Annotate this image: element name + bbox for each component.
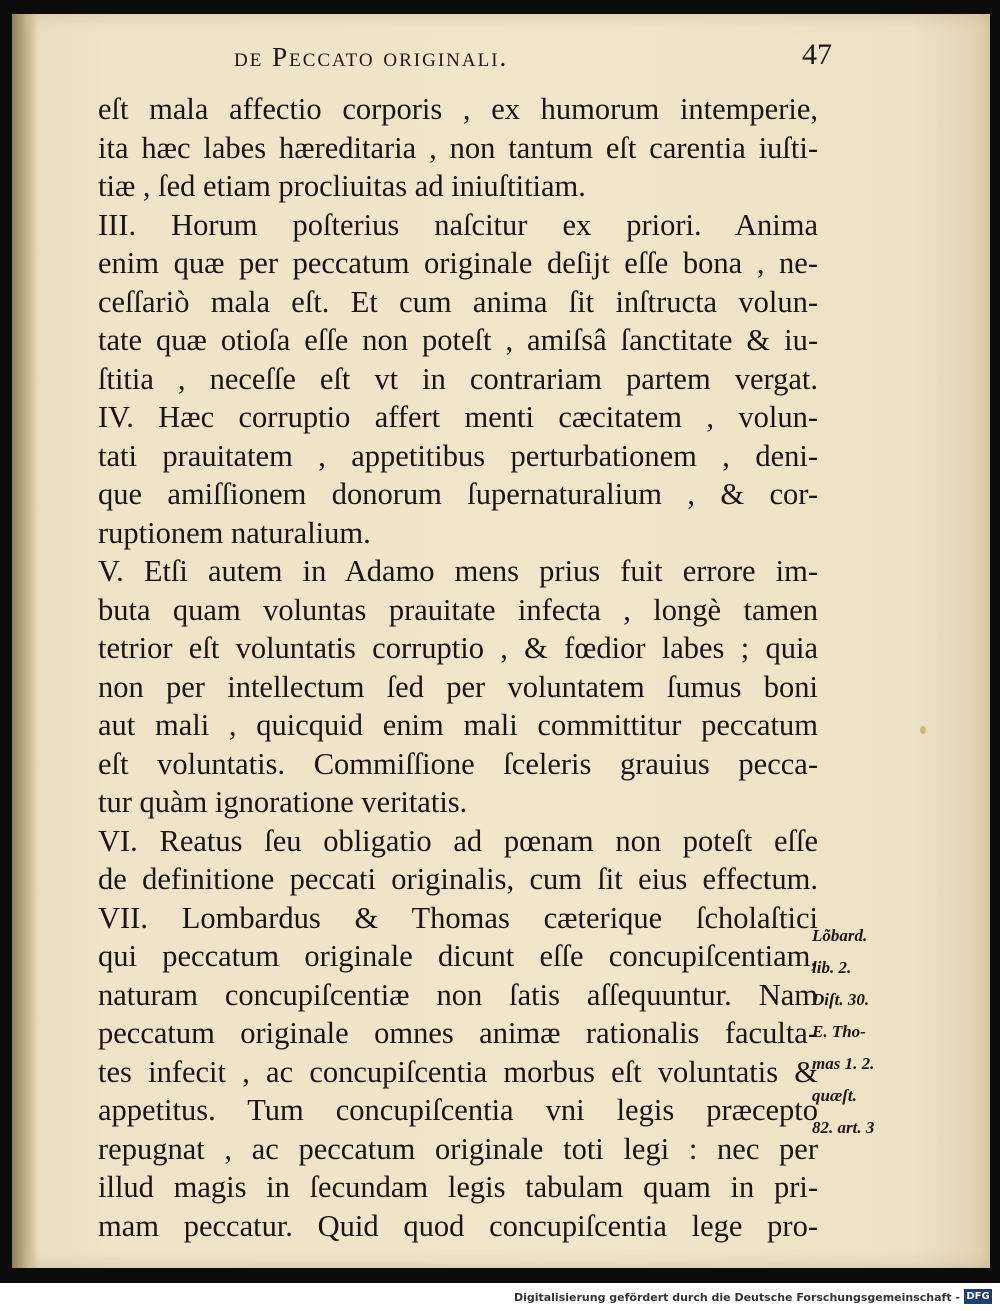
text-line: ita hæc labes hæreditaria , non tantum eſt carentia iuſti- (98, 130, 818, 165)
text-line: tati prauitatem , appetitibus perturbationem , deni- (98, 438, 818, 473)
text-line: repugnat , ac peccatum originale toti legi : nec per (98, 1131, 818, 1166)
funding-credit: Digitalisierung gefördert durch die Deutsche Forschungsgemeinschaft - (513, 1291, 960, 1304)
text-line: ceſſariò mala eſt. Et cum anima ſit inſtructa volun- (98, 284, 818, 319)
text-line: ruptionem naturalium. (98, 515, 371, 550)
text-line: tetrior eſt voluntatis corruptio , & fœdior labes ; quia (98, 631, 818, 665)
marginal-note-line: quæſt. (812, 1086, 857, 1105)
text-line: que amiſſionem donorum ſupernaturalium , & cor- (98, 477, 818, 511)
text-line: de definitione peccati originalis, cum ſit eius effectum. (98, 862, 818, 896)
text-line: buta quam voluntas prauitate infecta , longè tamen (98, 592, 818, 627)
text-line: eſt mala affectio corporis , ex humorum intemperie, (98, 92, 818, 126)
text-line: non per intellectum ſed per voluntatem ſumus boni (98, 669, 818, 704)
text-line: tes infecit , ac concupiſcentia morbus eſt voluntatis & (98, 1054, 818, 1089)
text-line: naturam concupiſcentiæ non ſatis aſſequuntur. Nam (98, 977, 818, 1012)
dfg-logo: DFG (964, 1289, 992, 1304)
paper-stain (920, 726, 926, 734)
text-line: VII. Lombardus & Thomas cæterique ſcholaſtici (98, 900, 818, 935)
running-title: de Peccato originali. (234, 42, 509, 72)
text-line: eſt voluntatis. Commiſſione ſceleris grauius pecca- (98, 746, 818, 781)
text-line: mam peccatur. Quid quod concupiſcentia lege pro- (98, 1208, 818, 1243)
text-line: VI. Reatus ſeu obligatio ad pœnam non poteſt eſſe (98, 823, 818, 858)
marginal-note-line: E. Tho- (812, 1022, 866, 1041)
page-header (192, 34, 842, 78)
text-line: peccatum originale omnes animæ rationalis faculta- (98, 1016, 818, 1050)
marginal-note-line: 82. art. 3 (812, 1118, 875, 1137)
marginal-note-line: lib. 2. (812, 958, 852, 977)
text-line: V. Etſi autem in Adamo mens prius fuit errore im- (98, 554, 818, 588)
footer-bar (0, 1283, 1000, 1311)
body-text (98, 90, 818, 1245)
text-line: tate quæ otioſa eſſe non poteſt , amiſsâ ſanctitate & iu- (98, 323, 818, 357)
text-line: appetitus. Tum concupiſcentia vni legis præcepto (98, 1093, 818, 1127)
marginal-note (812, 920, 892, 1144)
text-line: IV. Hæc corruptio affert menti cæcitatem , volun- (98, 400, 818, 434)
marginal-note-line: mas 1. 2. (812, 1054, 875, 1073)
marginal-note-line: Diſt. 30. (812, 990, 870, 1009)
text-line: III. Horum poſterius naſcitur ex priori. Anima (98, 207, 818, 242)
text-line: illud magis in ſecundam legis tabulam quam in pri- (98, 1170, 818, 1204)
text-line: tiæ , ſed etiam procliuitas ad iniuſtitiam. (98, 169, 586, 203)
text-line: enim quæ per peccatum originale deſijt eſſe bona , ne- (98, 246, 818, 280)
marginal-note-line: Lõbard. (812, 926, 868, 945)
book-page (12, 14, 990, 1268)
text-line: ſtitia , neceſſe eſt vt in contrariam partem vergat. (98, 361, 818, 396)
text-line: tur quàm ignoratione veritatis. (98, 785, 468, 819)
page-number: 47 (802, 38, 832, 71)
page-gutter-shadow (12, 14, 38, 1268)
text-line: qui peccatum originale dicunt eſſe concupiſcentiam, (98, 939, 818, 973)
text-line: aut mali , quicquid enim mali committitur peccatum (98, 708, 818, 742)
